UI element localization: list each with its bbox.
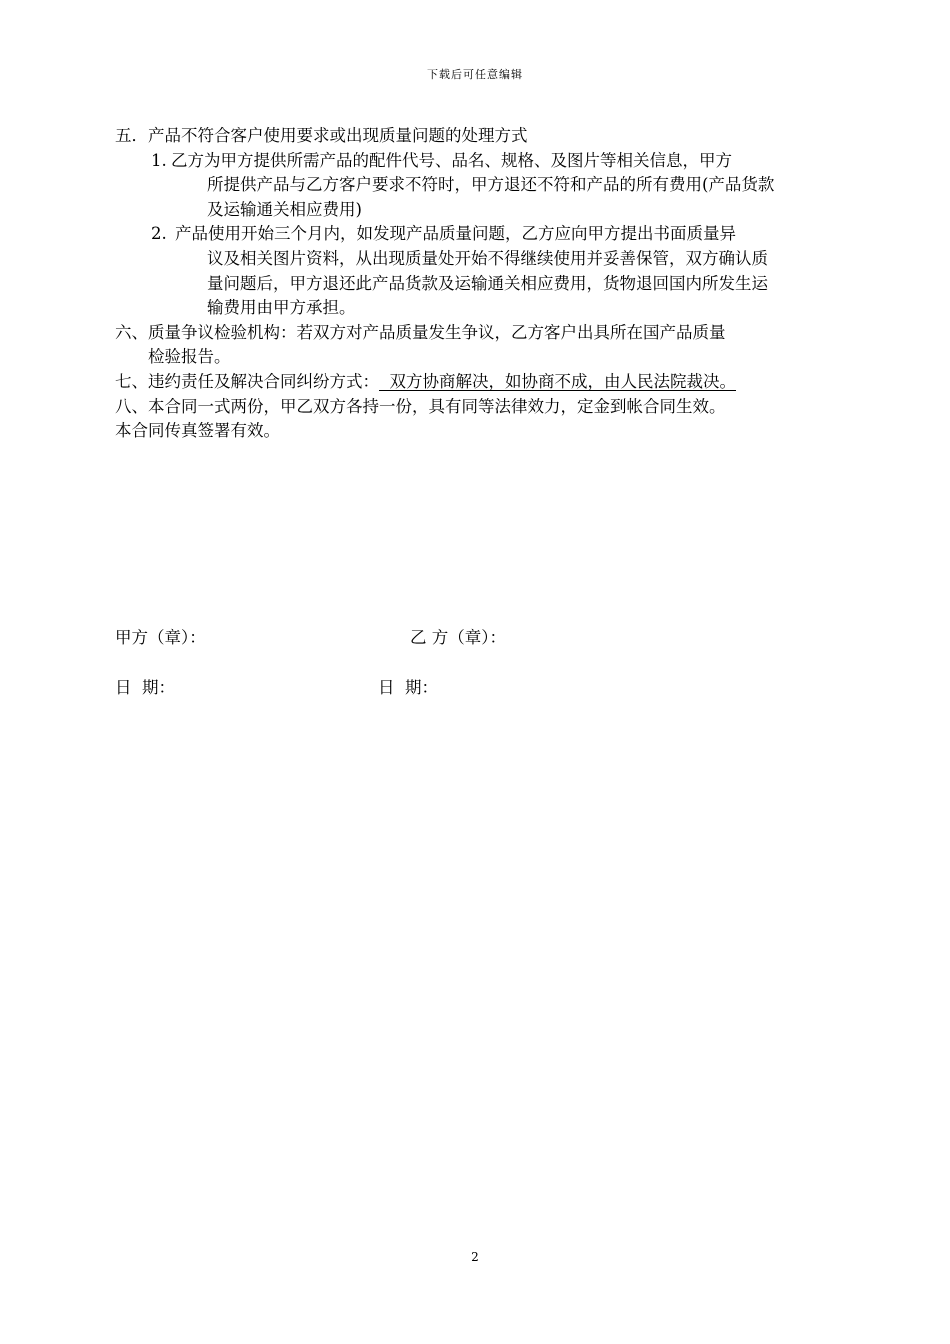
item-number: 1.	[151, 150, 167, 170]
party-b-date-label: 日 期：	[378, 678, 438, 697]
section-five-item-1	[115, 149, 840, 223]
page-header: 下载后可任意编辑	[427, 68, 523, 81]
party-a-date-label: 日 期：	[115, 678, 175, 697]
item-line: 及运输通关相应费用)	[207, 199, 362, 219]
section-seven-label: 七、违约责任及解决合同纠纷方式：	[115, 371, 379, 391]
item-line: 产品使用开始三个月内，如发现产品质量问题，乙方应向甲方提出书面质量异	[175, 224, 736, 244]
item-line: 议及相关图片资料，从出现质量处开始不得继续使用并妥善保管，双方确认质	[207, 248, 768, 268]
section-line: 六、质量争议检验机构：若双方对产品质量发生争议，乙方客户出具所在国产品质量	[115, 322, 726, 342]
party-a-seal-label: 甲方（章）：	[115, 628, 206, 647]
section-six	[115, 321, 840, 370]
section-line: 检验报告。	[148, 347, 231, 367]
section-five-item-2	[115, 222, 840, 320]
section-line: 八、本合同一式两份，甲乙双方各持一份，具有同等法律效力，定金到帐合同生效。	[115, 396, 726, 416]
item-line: 输费用由甲方承担。	[207, 298, 356, 318]
section-seven	[115, 370, 840, 395]
contract-body	[115, 124, 840, 444]
section-line: 本合同传真签署有效。	[115, 421, 280, 441]
section-five-title: 五．产品不符合客户使用要求或出现质量问题的处理方式	[115, 126, 528, 145]
party-b-seal-label: 乙 方（章）：	[410, 628, 506, 647]
item-line: 乙方为甲方提供所需产品的配件代号、品名、规格、及图片等相关信息，甲方	[171, 150, 732, 170]
item-line: 量问题后，甲方退还此产品货款及运输通关相应费用，货物退回国内所发生运	[207, 273, 768, 293]
item-line: 所提供产品与乙方客户要求不符时，甲方退还不符和产品的所有费用(产品货款	[207, 175, 775, 195]
item-number: 2.	[151, 224, 167, 244]
page-number: 2	[471, 1250, 479, 1264]
section-seven-resolution: 双方协商解决，如协商不成，由人民法院裁决。	[379, 371, 736, 391]
section-eight	[115, 395, 840, 444]
